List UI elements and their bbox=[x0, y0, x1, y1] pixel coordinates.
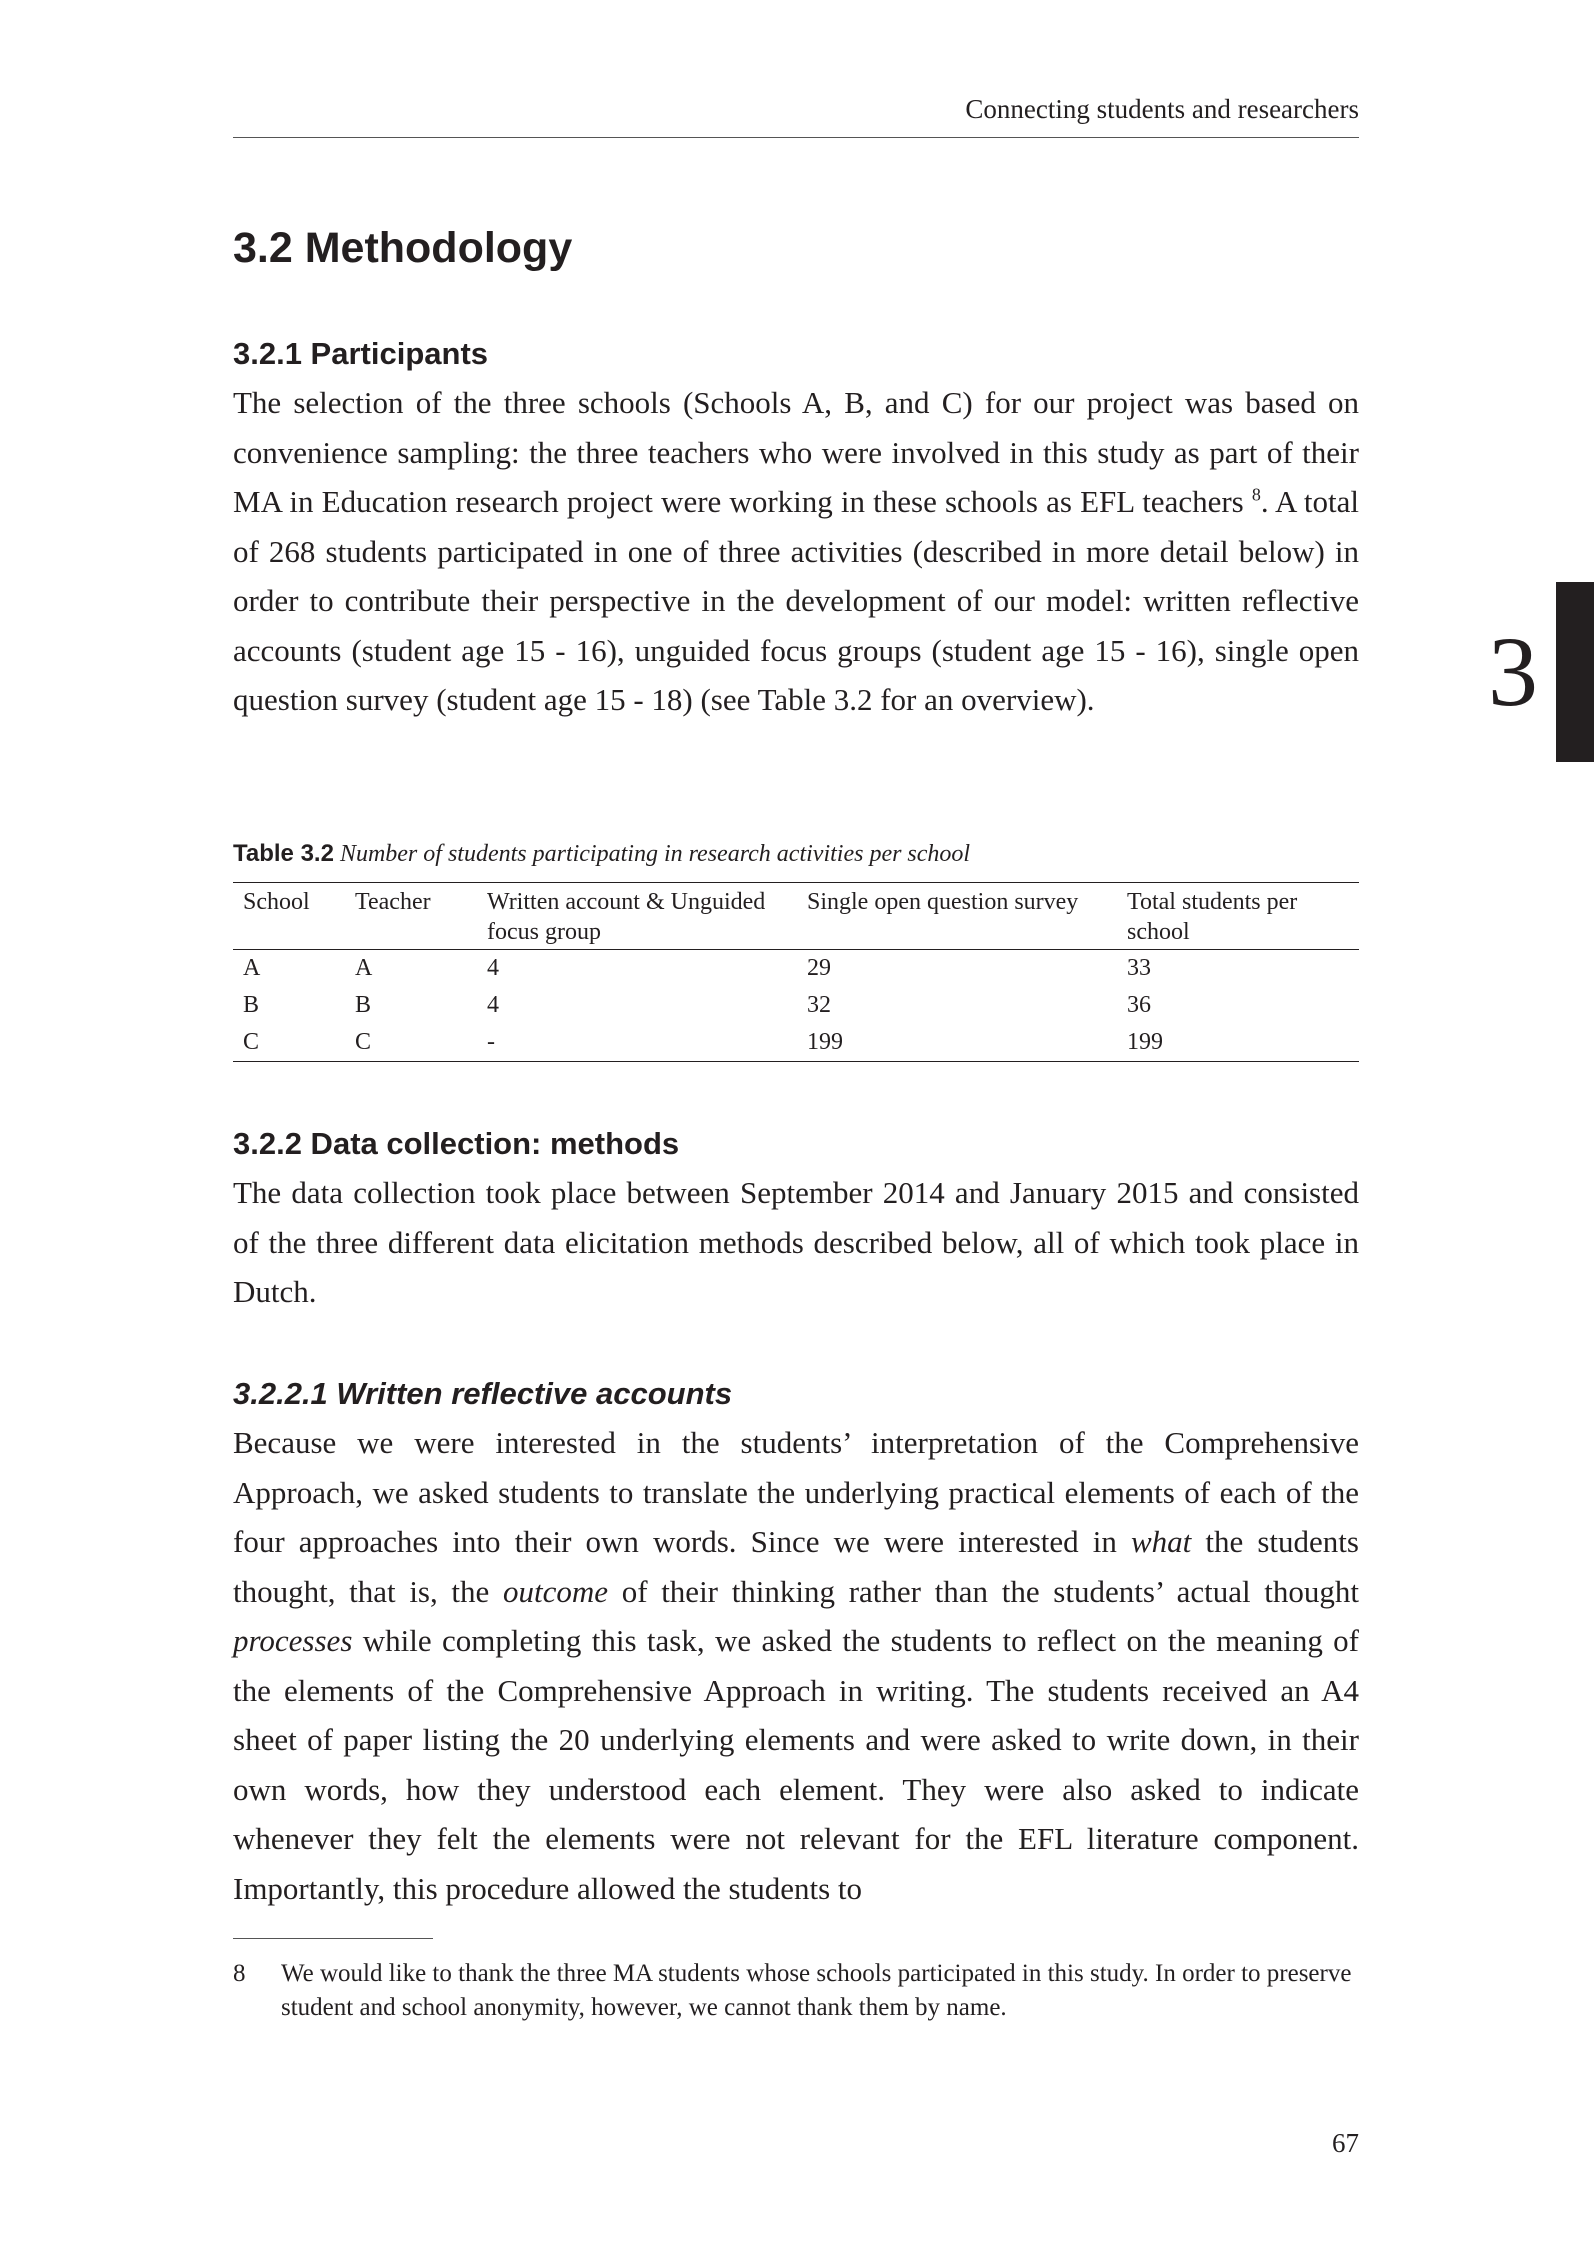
participants-table bbox=[233, 882, 1359, 1062]
data-collection-section bbox=[233, 1126, 1359, 1317]
section-title: 3.2 Methodology bbox=[233, 224, 573, 272]
table-cell: 4 bbox=[487, 955, 499, 981]
table-cell: 36 bbox=[1127, 992, 1151, 1018]
table-header-cell: Total students per school bbox=[1127, 889, 1298, 945]
participants-heading: 3.2.1 Participants bbox=[233, 336, 489, 371]
chapter-tab bbox=[1556, 582, 1594, 762]
table-header-cell: Teacher bbox=[355, 889, 431, 915]
footnote-number: 8 bbox=[233, 1960, 246, 1987]
table-header-cell: Written account & Unguided focus group bbox=[487, 889, 766, 945]
written-accounts-heading: 3.2.2.1 Written reflective accounts bbox=[233, 1376, 733, 1411]
participants-section bbox=[233, 336, 1359, 725]
data-collection-paragraph: The data collection took place between September 2014 and January 2015 and consisted of the three different data elicitation methods described below, all of which took place in Dutch. bbox=[233, 1175, 1359, 1309]
table-row bbox=[233, 1024, 1359, 1062]
page-number: 67 bbox=[1332, 2128, 1359, 2158]
data-collection-heading: 3.2.2 Data collection: methods bbox=[233, 1126, 680, 1161]
table-header-cell: School bbox=[243, 889, 310, 915]
table-cell: A bbox=[243, 955, 261, 981]
table-cell: 32 bbox=[807, 992, 831, 1018]
table-cell: 33 bbox=[1127, 955, 1151, 981]
table-cell: B bbox=[243, 992, 260, 1018]
table-cell: C bbox=[355, 1029, 372, 1055]
table-cell: 199 bbox=[1127, 1029, 1163, 1055]
written-accounts-section bbox=[233, 1376, 1359, 1913]
footnote-reference[interactable]: 8 bbox=[1251, 484, 1261, 505]
table-row bbox=[233, 987, 1359, 1024]
table-cell: 29 bbox=[807, 955, 831, 981]
table-cell: B bbox=[355, 992, 372, 1018]
table-caption-text: Number of students participating in research activities per school bbox=[339, 841, 971, 867]
footnote-text: We would like to thank the three MA students whose schools participated in this study. In order to preserve student and school anonymity, however, we cannot thank them by name. bbox=[281, 1960, 1352, 2021]
table-cell: C bbox=[243, 1029, 260, 1055]
table-cell: - bbox=[487, 1029, 495, 1055]
table-cell: A bbox=[355, 955, 373, 981]
chapter-number: 3 bbox=[1488, 616, 1538, 727]
table-caption-label: Table 3.2 bbox=[233, 840, 334, 867]
table-caption bbox=[233, 840, 970, 868]
footnote bbox=[233, 1957, 1359, 2025]
written-accounts-paragraph: Because we were interested in the students’ interpretation of the Comprehensive Approach, we asked students to translate the underlying practical elements of each of the four approaches into their own words. Since we were interested in what the students thought, that is, the outcome of their thinking rather than the students’ actual thought processes while completing this task, we asked the students to reflect on the meaning of the elements of the Comprehensive Approach in writing. The students received an A4 sheet of paper listing the 20 underlying elements and were asked to write down, in their own words, how they understood each element. They were also asked to indicate whenever they felt the elements were not relevant for the EFL literature component. Importantly, this procedure allowed the students to bbox=[233, 1425, 1359, 1906]
running-head: Connecting students and researchers bbox=[965, 94, 1359, 124]
footnote-rule bbox=[233, 1938, 433, 1939]
table-row bbox=[233, 950, 1359, 988]
table-cell: 199 bbox=[807, 1029, 843, 1055]
table-header-row bbox=[233, 883, 1359, 950]
header-rule bbox=[233, 137, 1359, 138]
participants-paragraph: The selection of the three schools (Schools A, B, and C) for our project was based on convenience sampling: the three teachers who were involved in this study as part of their MA in Education research project were working in these schools as EFL teachers $^8$. A total of 268 students participated in one of three activities (described in more detail below) in order to contribute their perspective in the development of our model: written reflective accounts (student age 15 - 16), unguided focus groups (student age 15 - 16), single open question survey (student age 15 - 18) (see Table 3.2 for an overview). bbox=[233, 385, 1359, 717]
table-header-cell: Single open question survey bbox=[807, 889, 1079, 915]
table-cell: 4 bbox=[487, 992, 499, 1018]
